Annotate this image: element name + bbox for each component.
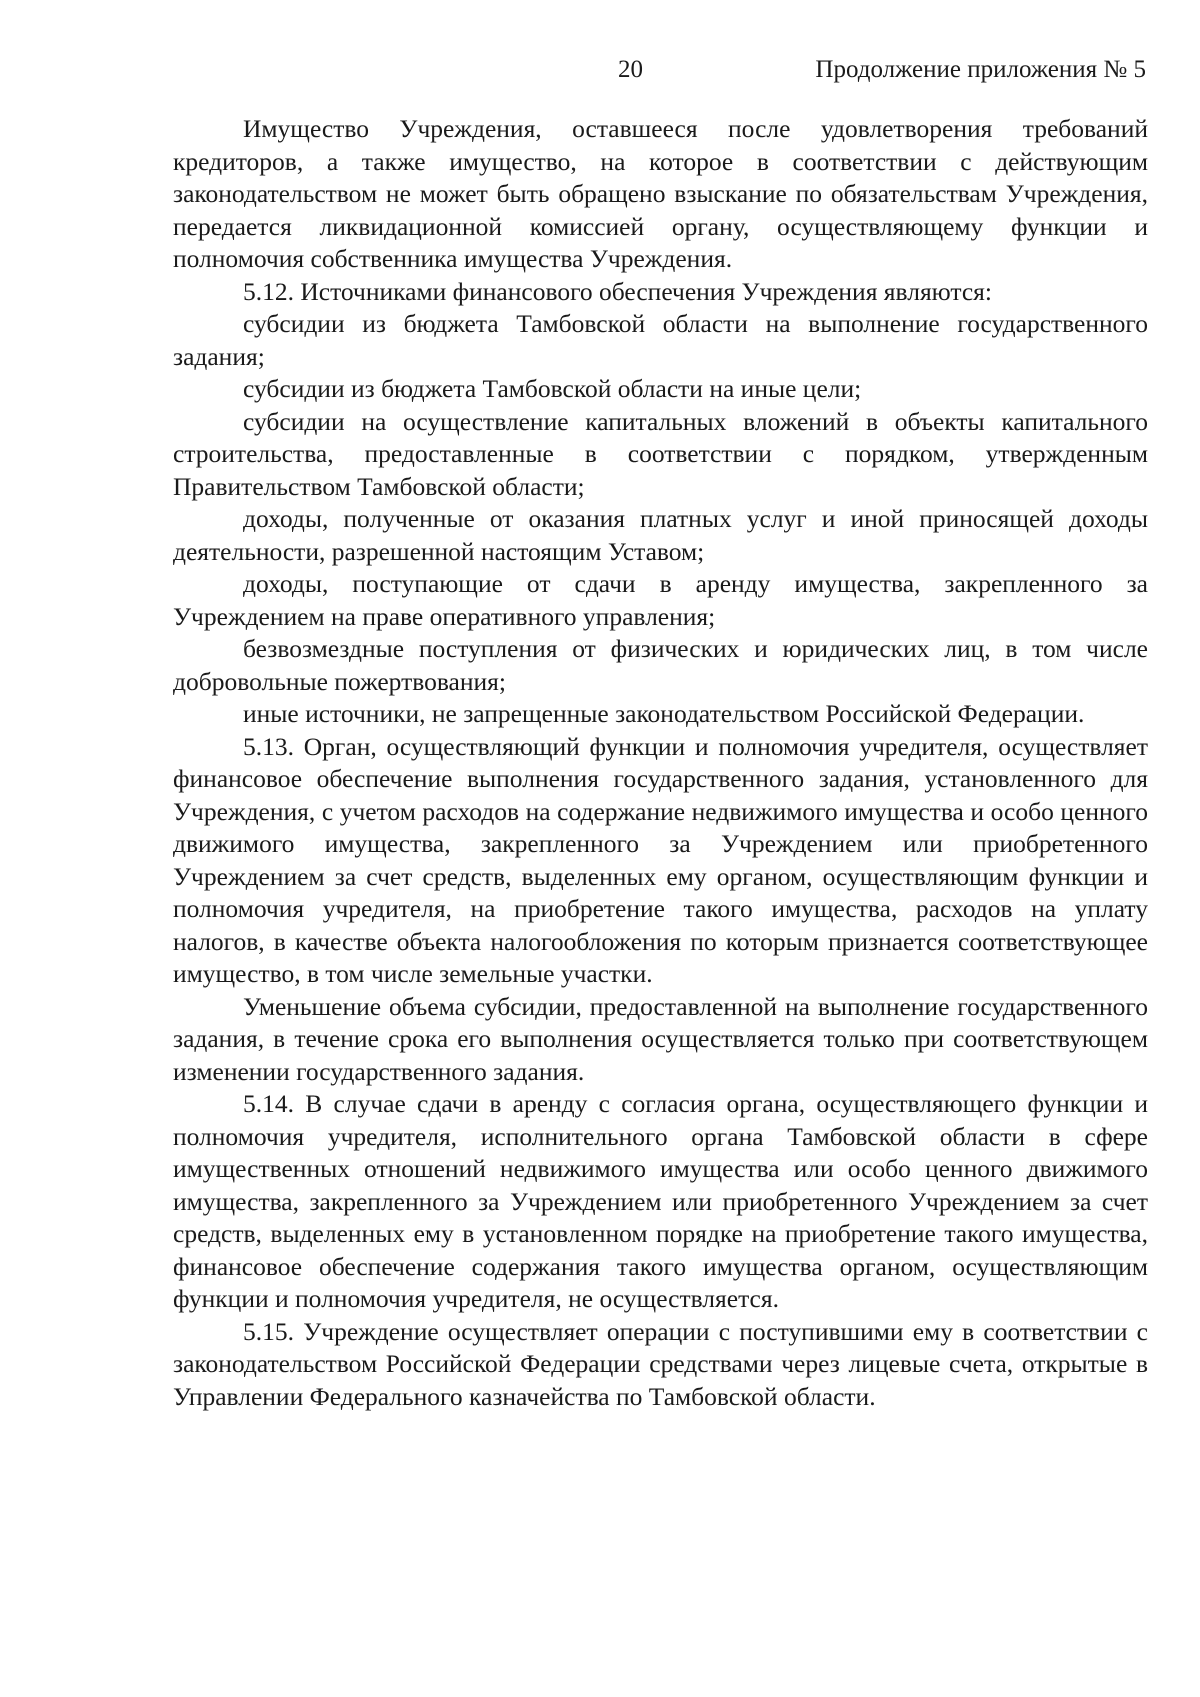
paragraph-subsidy-state-task: субсидии из бюджета Тамбовской области на выполнение государственного задания; bbox=[173, 309, 1148, 371]
appendix-continuation-label: Продолжение приложения № 5 bbox=[815, 56, 1146, 83]
paragraph-property-after-liquidation: Имущество Учреждения, оставшееся после удовлетворения требований кредиторов, а также имущество, на которое в соответствии с действующим законодательством не может быть обращено взыскание по обязательствам Учреждения, передается ликвидационной комиссией органу, осуществляющему функции и полномочия собственника имущества Учреждения. bbox=[173, 114, 1148, 273]
page-header bbox=[0, 54, 1200, 94]
paragraph-5-15: 5.15. Учреждение осуществляет операции с поступившими ему в соответствии с законодательством Российской Федерации средствами через лицевые счета, открытые в Управлении Федерального казначейства по Тамбовской области. bbox=[173, 1316, 1148, 1411]
paragraph-donations: безвозмездные поступления от физических и юридических лиц, в том числе добровольные пожертвования; bbox=[173, 634, 1148, 696]
paragraph-subsidy-other-purposes: субсидии из бюджета Тамбовской области на иные цели; bbox=[243, 374, 862, 403]
paragraph-subsidy-capital-investment: субсидии на осуществление капитальных вложений в объекты капитального строительства, предоставленные в соответствии с порядком, утвержденным Правительством Тамбовской области; bbox=[173, 406, 1148, 501]
paragraph-5-12-heading: 5.12. Источниками финансового обеспечения Учреждения являются: bbox=[243, 276, 992, 306]
document-body bbox=[173, 113, 1148, 1413]
paragraph-income-paid-services: доходы, полученные от оказания платных услуг и иной приносящей доходы деятельности, разрешенной настоящим Уставом; bbox=[173, 504, 1148, 566]
paragraph-income-rent: доходы, поступающие от сдачи в аренду имущества, закрепленного за Учреждением на праве оперативного управления; bbox=[173, 569, 1148, 631]
paragraph-subsidy-reduction: Уменьшение объема субсидии, предоставленной на выполнение государственного задания, в течение срока его выполнения осуществляется только при соответствующем изменении государственного задания. bbox=[173, 991, 1148, 1086]
page-number: 20 bbox=[618, 56, 643, 83]
paragraph-other-sources: иные источники, не запрещенные законодательством Российской Федерации. bbox=[243, 699, 1085, 728]
paragraph-5-13: 5.13. Орган, осуществляющий функции и полномочия учредителя, осуществляет финансовое обеспечение выполнения государственного задания, установленного для Учреждения, с учетом расходов на содержание недвижимого имущества и особо ценного движимого имущества, закрепленного за Учреждением или приобретенного Учреждением за счет средств, выделенных ему органом, осуществляющим функции и полномочия учредителя, на приобретение такого имущества, расходов на уплату налогов, в качестве объекта налогообложения по которым признается соответствующее имущество, в том числе земельные участки. bbox=[173, 731, 1148, 988]
paragraph-5-14: 5.14. В случае сдачи в аренду с согласия органа, осуществляющего функции и полномочия учредителя, исполнительного органа Тамбовской области в сфере имущественных отношений недвижимого имущества или особо ценного движимого имущества, закрепленного за Учреждением или приобретенного Учреждением за счет средств, выделенных ему в установленном порядке на приобретение такого имущества, финансовое обеспечение содержания такого имущества органом, осуществляющим функции и полномочия учредителя, не осуществляется. bbox=[173, 1089, 1148, 1313]
